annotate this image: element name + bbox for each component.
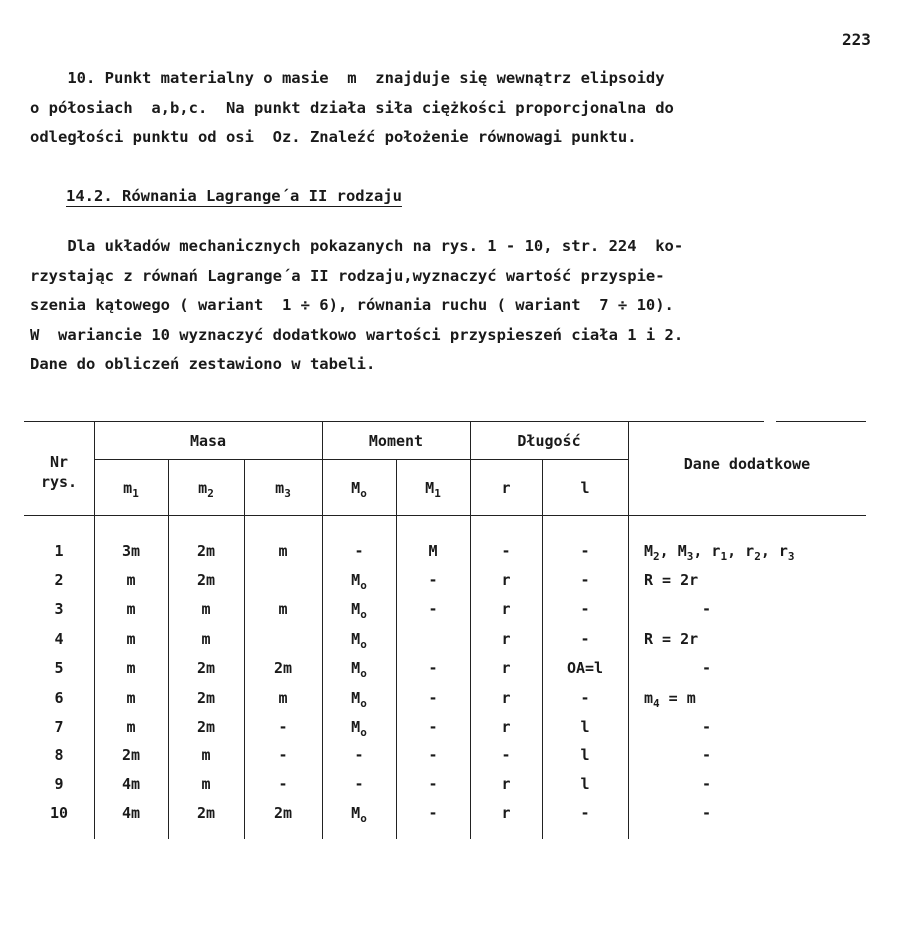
text-line: rzystając z równań Lagrange´a II rodzaju,wyznaczyć wartość przyspie- (30, 266, 665, 285)
cell-r: r (501, 630, 511, 648)
cell-r: r (501, 804, 511, 822)
cell-dane: R = 2r (644, 630, 699, 648)
table-top-rule-right (776, 421, 866, 422)
cell-nr: 6 (54, 689, 64, 707)
cell-M0: - (354, 775, 364, 793)
cell-M1: - (428, 659, 438, 677)
cell-m1: m (126, 689, 136, 707)
cell-l: - (580, 689, 590, 707)
subheader-m2: $m_2$ (198, 479, 214, 500)
cell-M1: - (428, 775, 438, 793)
cell-nr: 9 (54, 775, 64, 793)
cell-m3: m (278, 689, 288, 707)
table-top-rule (24, 421, 764, 422)
cell-m2: m (201, 746, 211, 764)
cell-M0: $M_o$ (351, 571, 367, 592)
cell-l: - (580, 542, 590, 560)
cell-m2: 2m (196, 689, 216, 707)
cell-r: r (501, 689, 511, 707)
cell-r: r (501, 775, 511, 793)
cell-m1: m (126, 718, 136, 736)
subheader-M0: $M_o$ (351, 479, 367, 500)
section-heading: 14.2. Równania Lagrange´a II rodzaju (66, 187, 402, 205)
cell-M1: M (428, 542, 438, 560)
cell-l: - (580, 630, 590, 648)
subheader-m3: $m_3$ (275, 479, 291, 500)
cell-m1: m (126, 630, 136, 648)
cell-l: l (580, 718, 590, 736)
cell-dane: - (702, 804, 712, 822)
cell-dane: $m_4 = m$ (644, 689, 696, 710)
subheader-M1: $M_1$ (425, 479, 441, 500)
cell-nr: 3 (54, 600, 64, 618)
cell-m2: 2m (196, 659, 216, 677)
text-line: o półosiach a,b,c. Na punkt działa siła ciężkości proporcjonalna do (30, 98, 674, 117)
cell-m3: - (278, 718, 288, 736)
cell-m3: 2m (273, 804, 293, 822)
cell-M1: - (428, 571, 438, 589)
cell-m3: - (278, 746, 288, 764)
subheader-r: r (501, 479, 511, 497)
cell-r: r (501, 718, 511, 736)
header-bottom-rule (24, 515, 866, 516)
data-table (24, 421, 870, 841)
cell-r: - (501, 746, 511, 764)
cell-m2: 2m (196, 542, 216, 560)
text-line: 10. Punkt materialny o masie m znajduje się wewnątrz elipsoidy (30, 69, 665, 87)
text-line: Dane do obliczeń zestawiono w tabeli. (30, 355, 376, 373)
cell-m1: 3m (121, 542, 141, 560)
cell-m2: 2m (196, 804, 216, 822)
header-moment: Moment (368, 432, 424, 450)
cell-nr: 4 (54, 630, 64, 648)
subheader-l: l (580, 479, 590, 497)
cell-m2: m (201, 600, 211, 618)
text-line: szenia kątowego ( wariant 1 ÷ 6), równania ruchu ( wariant 7 ÷ 10). (30, 296, 674, 314)
header-rys: rys. (40, 473, 78, 491)
cell-nr: 7 (54, 718, 64, 736)
subheader-rule (94, 459, 628, 460)
cell-M0: $M_o$ (351, 689, 367, 710)
cell-nr: 10 (49, 804, 69, 822)
cell-M1: - (428, 746, 438, 764)
header-masa: Masa (189, 432, 227, 450)
cell-M0: - (354, 542, 364, 560)
cell-nr: 1 (54, 542, 64, 560)
cell-m2: 2m (196, 718, 216, 736)
cell-M0: $M_o$ (351, 804, 367, 825)
cell-m3: m (278, 600, 288, 618)
cell-m3: m (278, 542, 288, 560)
cell-M1: - (428, 600, 438, 618)
cell-m1: m (126, 571, 136, 589)
cell-M0: - (354, 746, 364, 764)
cell-m1: 2m (121, 746, 141, 764)
cell-m1: m (126, 659, 136, 677)
cell-l: - (580, 804, 590, 822)
cell-M1: - (428, 689, 438, 707)
cell-l: l (580, 775, 590, 793)
cell-M1: - (428, 718, 438, 736)
cell-r: r (501, 659, 511, 677)
cell-M0: $M_o$ (351, 718, 367, 739)
cell-M0: $M_o$ (351, 659, 367, 680)
col-divider (628, 421, 629, 839)
text-line: odległości punktu od osi Oz. Znaleźć położenie równowagi punktu. (30, 128, 637, 146)
header-dlugosc: Długość (517, 432, 581, 450)
cell-dane: - (702, 600, 712, 618)
cell-m1: 4m (121, 804, 141, 822)
cell-dane: $M_2$, $M_3$, $r_1$, $r_2$, $r_3$ (644, 542, 795, 563)
cell-l: - (580, 600, 590, 618)
cell-dane: - (702, 746, 712, 764)
cell-m2: m (201, 775, 211, 793)
cell-l: l (580, 746, 590, 764)
cell-r: - (501, 542, 511, 560)
cell-M0: $M_o$ (351, 630, 367, 651)
cell-dane: R = 2r (644, 571, 699, 589)
header-dane-dodatkowe: Dane dodatkowe (683, 455, 811, 473)
exercise-10-paragraph (30, 64, 870, 153)
header-nr: Nr (49, 453, 69, 471)
cell-nr: 2 (54, 571, 64, 589)
cell-l: - (580, 571, 590, 589)
cell-m1: m (126, 600, 136, 618)
cell-r: r (501, 571, 511, 589)
text-line: Dla układów mechanicznych pokazanych na rys. 1 - 10, str. 224 ko- (30, 237, 684, 255)
cell-nr: 8 (54, 746, 64, 764)
cell-nr: 5 (54, 659, 64, 677)
cell-m3: 2m (273, 659, 293, 677)
cell-m3: - (278, 775, 288, 793)
cell-dane: - (702, 659, 712, 677)
cell-m2: 2m (196, 571, 216, 589)
cell-m2: m (201, 630, 211, 648)
cell-M0: $M_o$ (351, 600, 367, 621)
cell-m1: 4m (121, 775, 141, 793)
cell-dane: - (702, 775, 712, 793)
cell-l: OA=l (566, 659, 604, 677)
cell-r: r (501, 600, 511, 618)
cell-M1: - (428, 804, 438, 822)
text-line: W wariancie 10 wyznaczyć dodatkowo wartości przyspieszeń ciała 1 i 2. (30, 325, 684, 344)
subheader-m1: $m_1$ (123, 479, 139, 500)
intro-paragraph (30, 232, 870, 380)
cell-dane: - (702, 718, 712, 736)
page-number: 223 (842, 30, 871, 49)
